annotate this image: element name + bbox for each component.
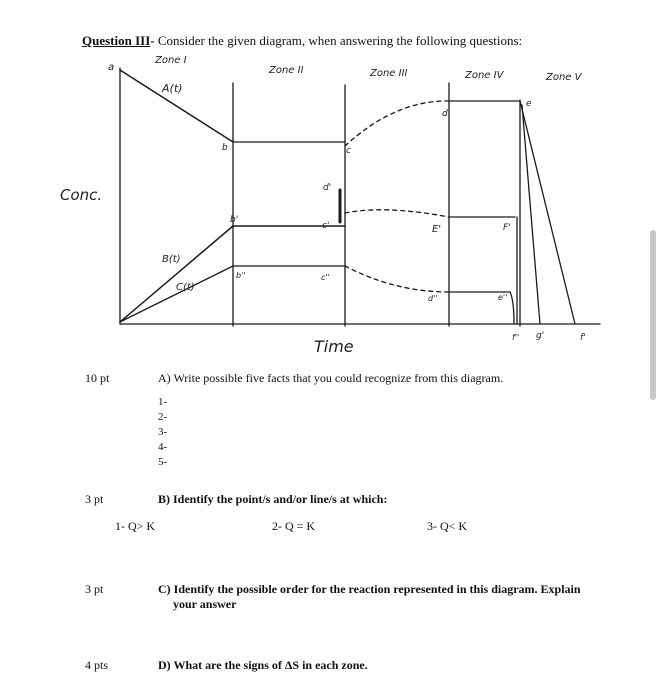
part-a-question: A) Write possible five facts that you could recognize from this diagram. [158, 371, 504, 385]
point-label-e: e [526, 99, 532, 109]
part-d-points: 4 pts [85, 658, 109, 672]
zone-label-1: Zone I [155, 55, 187, 66]
part-b-option-3: 3- Q< K [427, 519, 468, 533]
zone-label-5: Zone V [546, 72, 582, 83]
curve-c-drop [510, 292, 514, 324]
curve-label-c: C(t) [176, 282, 195, 293]
curve-b-dashed [345, 210, 449, 217]
list-item: 5- [158, 456, 168, 468]
point-label-c-double: c'' [321, 273, 330, 282]
point-label-c-prime: c' [322, 221, 330, 231]
point-label-f-end: f' [580, 333, 586, 343]
question-instruction: Consider the given diagram, when answering the following questions: [157, 33, 523, 48]
list-item: 1- [158, 396, 168, 408]
point-label-f-double: f'' [512, 333, 520, 342]
point-label-b: b [222, 143, 228, 153]
list-item: 3- [158, 426, 168, 438]
part-d-question: D) What are the signs of ΔS in each zone. [158, 658, 368, 672]
part-b-option-2: 2- Q = K [272, 519, 316, 533]
point-label-d: d [442, 109, 448, 119]
part-c-points: 3 pt [85, 582, 104, 596]
point-label-d-double: d'' [428, 294, 438, 303]
curve-label-b: B(t) [162, 254, 181, 265]
part-b-points: 3 pt [85, 492, 104, 506]
part-b-option-1: 1- Q> K [115, 519, 156, 533]
part-a-list [158, 395, 167, 470]
part-a-points: 10 pt [85, 371, 110, 385]
curve-a-drop [520, 101, 575, 324]
scrollbar[interactable] [650, 230, 656, 400]
point-label-g-prime: g' [536, 331, 545, 341]
part-c-question-line2: your answer [173, 597, 237, 611]
list-item: 2- [158, 411, 168, 423]
zone-label-2: Zone II [269, 65, 304, 76]
x-axis-label: Time [314, 337, 354, 356]
point-label-b-double: b'' [236, 271, 246, 280]
question-dash: - [150, 33, 158, 48]
part-b-question: B) Identify the point/s and/or line/s at which: [158, 492, 388, 506]
part-c-question-line1: C) Identify the possible order for the reaction represented in this diagram. Explain [158, 582, 581, 596]
point-label-b-prime: b' [230, 215, 239, 225]
point-label-c: c [346, 146, 351, 156]
y-axis-label: Conc. [60, 186, 103, 204]
curve-c-dashed [345, 266, 449, 292]
point-label-e-double: e'' [498, 293, 508, 302]
list-item: 4- [158, 441, 168, 453]
point-label-e-prime: E' [432, 224, 442, 235]
question-number: Question III [82, 33, 151, 48]
curve-a-dashed [345, 101, 449, 146]
point-label-a: a [108, 62, 115, 73]
point-label-d-prime: d' [323, 183, 332, 193]
curve-a-zone1 [120, 70, 233, 142]
point-label-f-prime: F' [503, 223, 511, 233]
zone-label-4: Zone IV [465, 70, 504, 81]
zone-label-3: Zone III [370, 68, 408, 79]
curve-label-a: A(t) [162, 82, 183, 95]
